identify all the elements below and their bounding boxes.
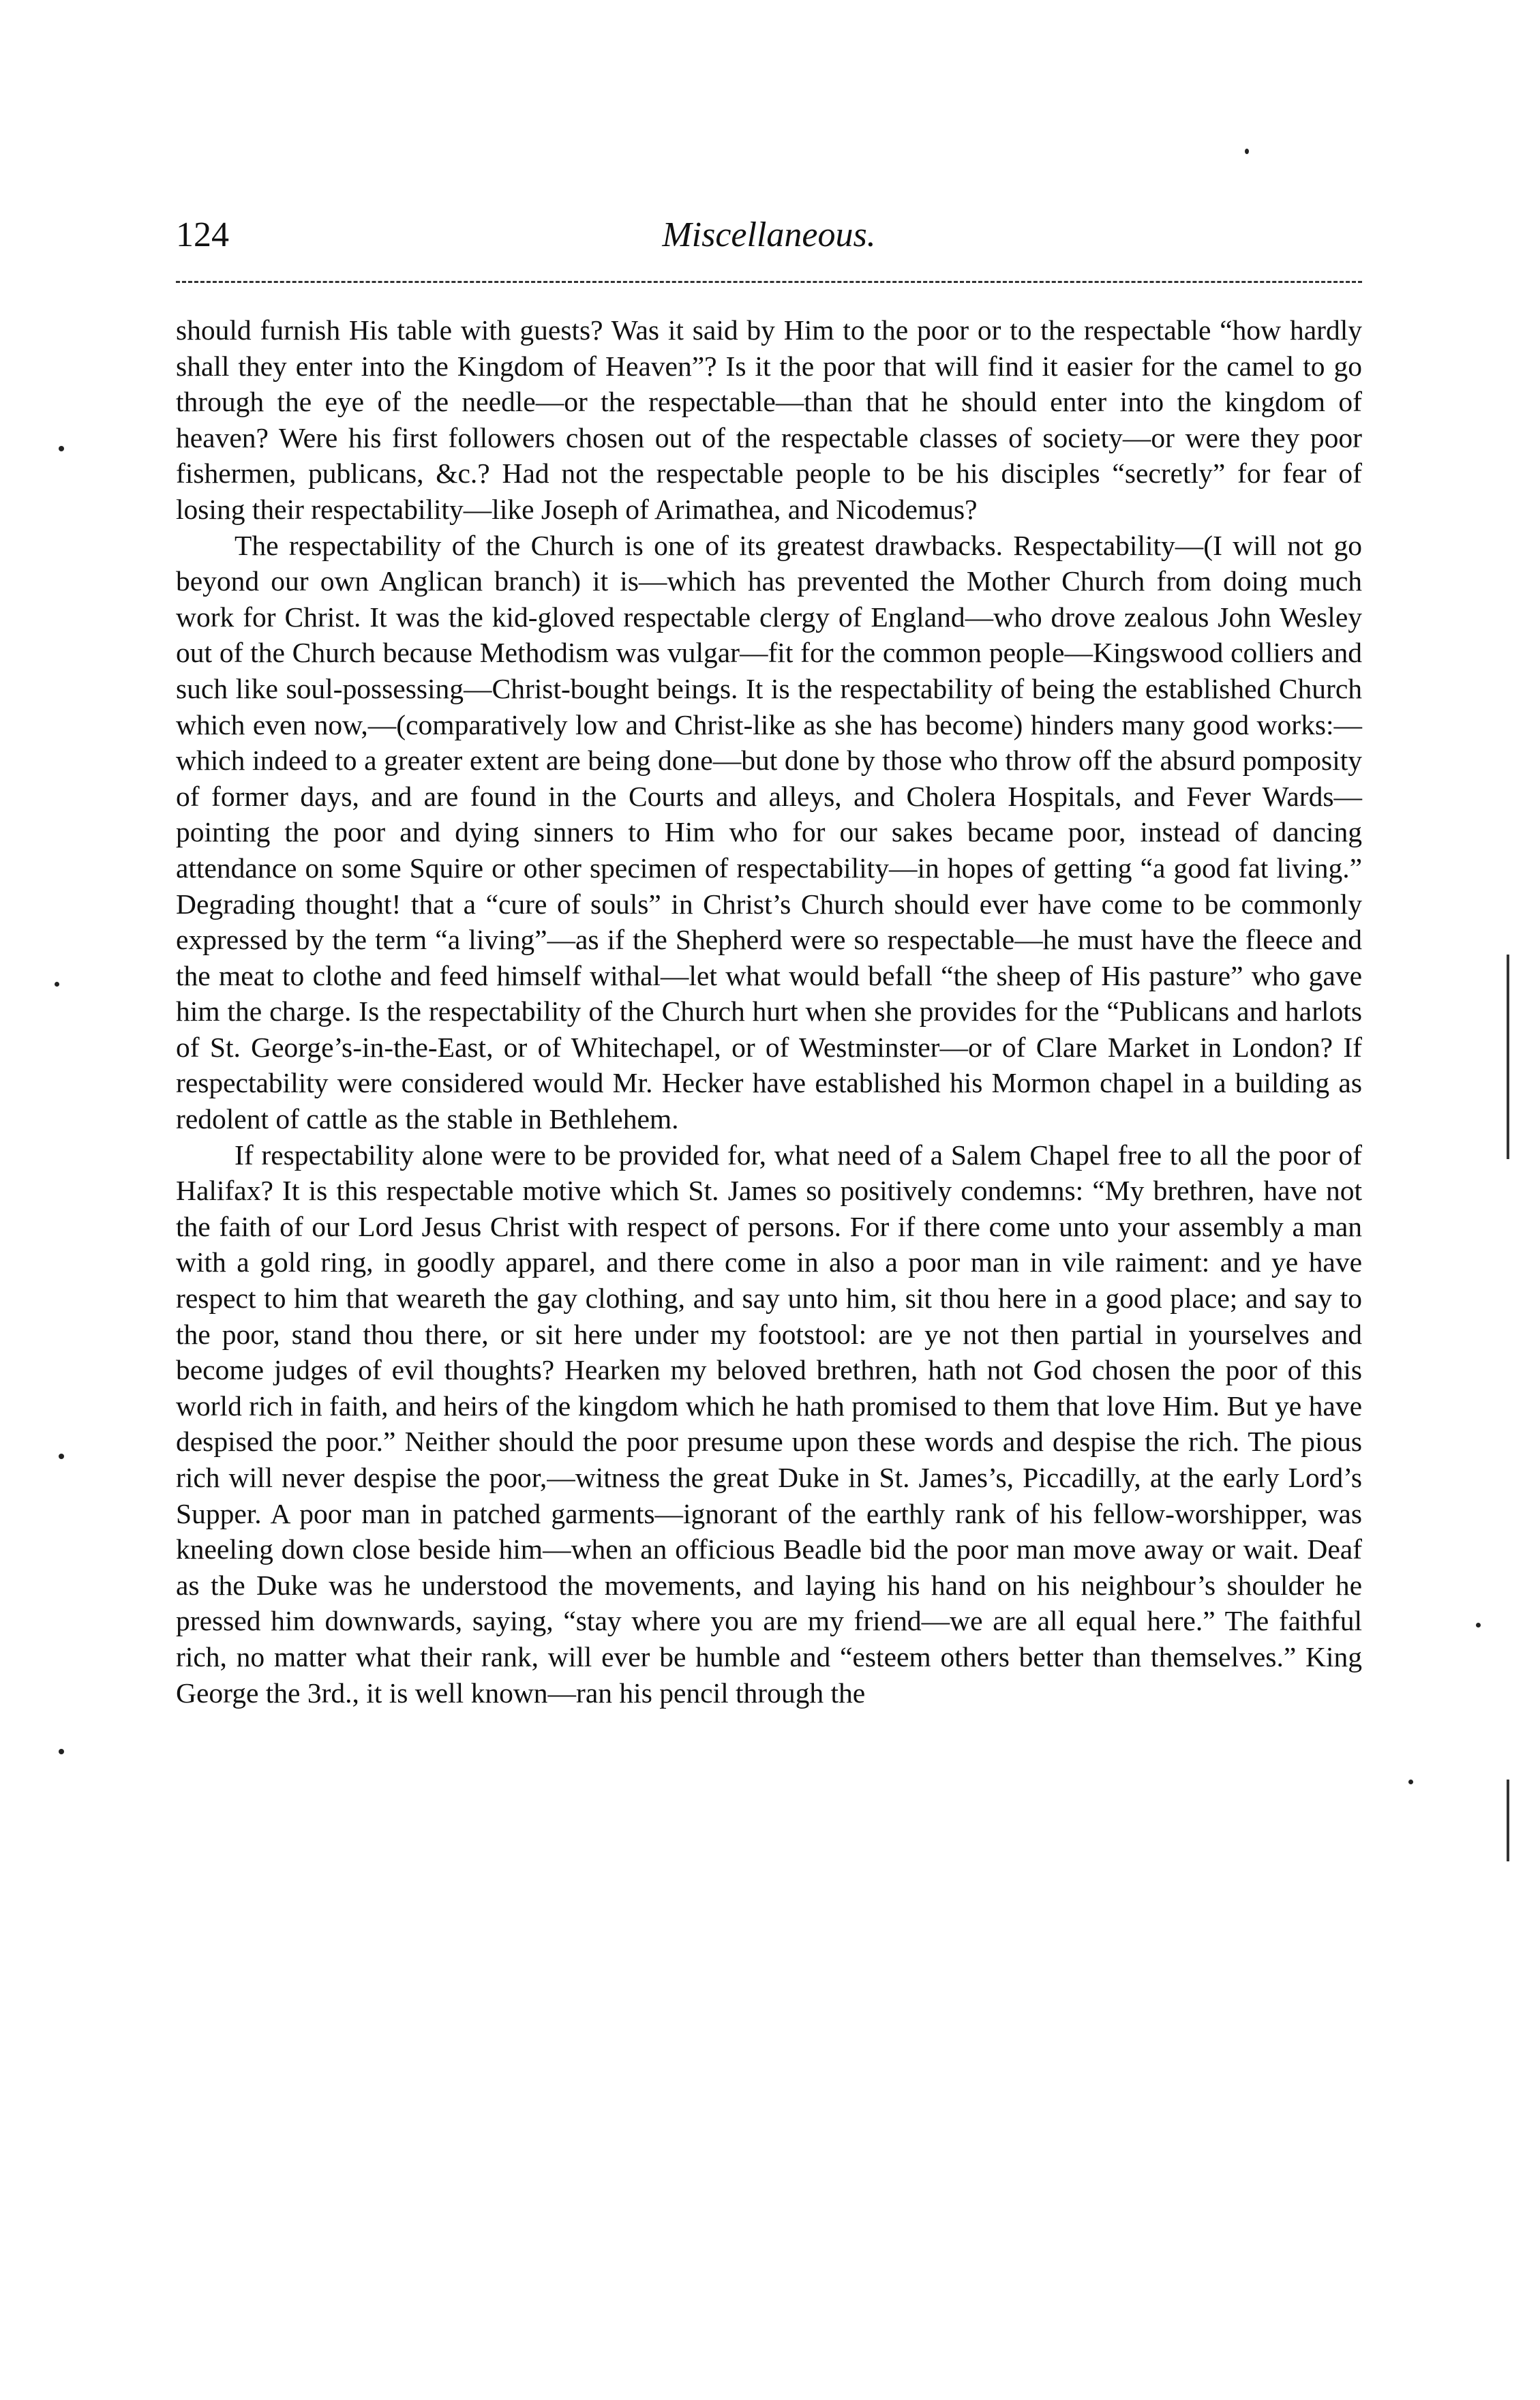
margin-mark [1507,955,1509,1159]
paragraph-1: should furnish His table with guests? Was it said by Him to the poor or to the respectable “how hardly shall they enter into the Kingdom of Heaven”? Is it the poor that will find it easier for the camel to go through the eye of the needle—or the respectable—than that he should enter into the kingdom of heaven? Were his first followers chosen out of the respectable classes of society—or were they poor fishermen, publicans, &c.? Had not the respectable people to be his disciples “secretly” for fear of losing their respectability—like Joseph of Arimathea, and Nicodemus? [176,314,1362,525]
ink-speck [59,1454,64,1459]
running-title: Miscellaneous. [662,215,876,254]
ink-speck [59,1749,64,1754]
page-header [176,208,1362,262]
body-text [176,312,1362,1711]
ink-speck [59,446,64,451]
ink-speck [55,982,59,987]
header-rule [176,281,1362,283]
page-number: 124 [176,215,229,254]
paragraph-2: The respectability of the Church is one of its greatest drawbacks. Respectability—(I will not go beyond our own Anglican branch) it is—which has prevented the Mother Church from doing much work for Christ. It was the kid-gloved respectable clergy of England—who drove zealous John Wesley out of the Church because Methodism was vulgar—fit for the common people—Kingswood colliers and such like soul-possessing—Christ-bought beings. It is the respectability of being the established Church which even now,—(comparatively low and Christ-like as she has become) hinders many good works:—which indeed to a greater extent are being done—but done by those who throw off the absurd pomposity of former days, and are found in the Courts and alleys, and Cholera Hospitals, and Fever Wards—pointing the poor and dying sinners to Him who for our sakes became poor, instead of dancing attendance on some Squire or other specimen of respectability—in hopes of getting “a good fat living.” Degrading thought! that a “cure of souls” in Christ’s Church should ever have come to be commonly expressed by the term “a living”—as if the Shepherd were so respectable—he must have the fleece and the meat to clothe and feed himself withal—let what would befall “the sheep of His pasture” who gave him the charge. Is the respectability of the Church hurt when she provides for the “Publicans and harlots of St. George’s-in-the-East, or of Whitechapel, or of Westminster—or of Clare Market in London? If respectability were considered would Mr. Hecker have established his Mormon chapel in a building as redolent of cattle as the stable in Bethlehem. [176,529,1362,1135]
margin-mark [1507,1780,1509,1861]
paragraph-3: If respectability alone were to be provided for, what need of a Salem Chapel free to all the poor of Halifax? It is this respectable motive which St. James so positively condemns: “My brethren, have not the faith of our Lord Jesus Christ with respect of persons. For if there come unto your assembly a man with a gold ring, in goodly apparel, and there come in also a poor man in vile raiment: and ye have respect to him that weareth the gay clothing, and say unto him, sit thou here in a good place; and say to the poor, stand thou there, or sit here under my footstool: are ye not then partial in yourselves and become judges of evil thoughts? Hearken my beloved brethren, hath not God chosen the poor of this world rich in faith, and heirs of the kingdom which he hath promised to them that love Him. But ye have despised the poor.” Neither should the poor presume upon these words and despise the rich. The pious rich will never despise the poor,—witness the great Duke in St. James’s, Piccadilly, at the early Lord’s Supper. A poor man in patched garments—ignorant of the earthly rank of his fellow-worshipper, was kneeling down close beside him—when an officious Beadle bid the poor man move away or wait. Deaf as the Duke was he understood the movements, and laying his hand on his neighbour’s shoulder he pressed him downwards, saying, “stay where you are my friend—we are all equal here.” The faithful rich, no matter what their rank, will ever be humble and “esteem others better than themselves.” King George the 3rd., it is well known—ran his pencil through the [176,1139,1362,1709]
ink-speck [1408,1780,1413,1784]
ink-speck [1245,149,1249,154]
ink-speck [1476,1623,1481,1627]
